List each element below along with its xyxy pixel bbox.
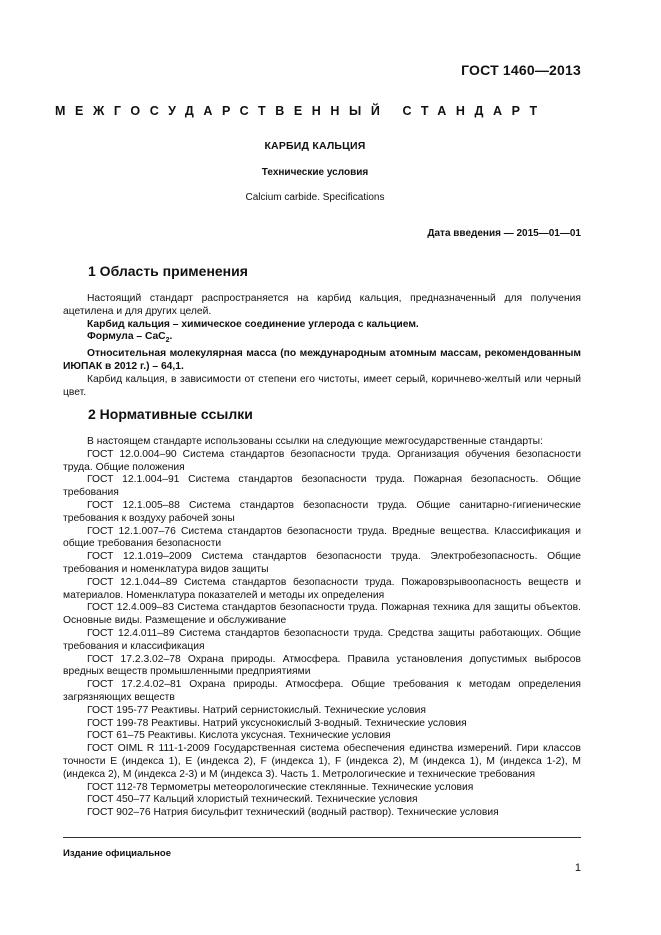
- document-title: КАРБИД КАЛЬЦИЯ: [264, 140, 366, 152]
- reference-item: ГОСТ 12.1.019–2009 Система стандартов безопасности труда. Электробезопасность. Общие требования и номенклатура видов защиты: [63, 551, 581, 575]
- introduction-date: Дата введения — 2015—01—01: [427, 228, 581, 239]
- scope-paragraph: Настоящий стандарт распространяется на карбид кальция, предназначенный для получения ацетилена и для других целей.: [63, 293, 581, 317]
- document-english-title: Calcium carbide. Specifications: [245, 192, 385, 203]
- reference-item: ГОСТ OIML R 111-1-2009 Государственная система обеспечения единства измерений. Гири классов точности E (индекса 1), E (индекса 2), F (индекса 1), F (индекса 2), M (индекса 1), M (индекса 1-2), M (индекса 2), M (индекса 2-3) и M (индекса 3). Часть 1. Метрологические и технические требования: [63, 743, 581, 780]
- reference-item: ГОСТ 17.2.3.02–78 Охрана природы. Атмосфера. Правила установления допустимых выбросов вредных веществ промышленными предприятиями: [63, 653, 581, 678]
- section-2-heading: 2 Нормативные ссылки: [88, 406, 253, 422]
- formula-paragraph: [63, 331, 581, 348]
- formula-subscript: 2: [165, 337, 170, 345]
- references-list: [63, 436, 581, 820]
- reference-item: ГОСТ 195-77 Реактивы. Натрий сернистокислый. Технические условия: [87, 704, 426, 716]
- reference-item: ГОСТ 12.4.011–89 Система стандартов безопасности труда. Средства защиты работающих. Общие требования и классификация: [63, 627, 581, 652]
- section-1-body: [63, 293, 581, 399]
- section-1-heading: 1 Область применения: [88, 263, 248, 279]
- official-edition-label: Издание официальное: [63, 848, 171, 859]
- definition-paragraph: Карбид кальция – химическое соединение углерода с кальцием.: [87, 318, 419, 330]
- reference-item: ГОСТ 112-78 Термометры метеорологические стеклянные. Технические условия: [87, 781, 474, 793]
- footer-divider: [63, 837, 581, 838]
- reference-item: ГОСТ 199-78 Реактивы. Натрий уксуснокислый 3-водный. Технические условия: [87, 717, 467, 729]
- molecular-mass-paragraph: Относительная молекулярная масса (по международным атомным массам, рекомендованным ИЮПАК в 2012 г.) – 64,1.: [63, 348, 581, 373]
- reference-item: ГОСТ 450–77 Кальций хлористый технический. Технические условия: [87, 794, 418, 806]
- reference-item: ГОСТ 12.1.005–88 Система стандартов безопасности труда. Общие санитарно-гигиенические требования к воздуху рабочей зоны: [63, 499, 581, 524]
- standard-banner: МЕЖГОСУДАРСТВЕННЫЙ СТАНДАРТ: [55, 104, 547, 118]
- page-number: 1: [574, 862, 581, 874]
- reference-item: ГОСТ 902–76 Натрия бисульфит технический (водный раствор). Технические условия: [87, 807, 499, 819]
- color-paragraph: Карбид кальция, в зависимости от степени его чистоты, имеет серый, коричнево-желтый или черный цвет.: [63, 373, 581, 398]
- reference-item: ГОСТ 12.1.007–76 Система стандартов безопасности труда. Вредные вещества. Классификация и общие требования безопасности: [63, 525, 581, 550]
- formula-suffix: .: [169, 331, 173, 343]
- reference-item: ГОСТ 12.1.004–91 Система стандартов безопасности труда. Пожарная безопасность. Общие требования: [63, 474, 581, 499]
- reference-item: ГОСТ 17.2.4.02–81 Охрана природы. Атмосфера. Общие требования к методам определения загрязняющих веществ: [63, 679, 581, 703]
- reference-item: ГОСТ 61–75 Реактивы. Кислота уксусная. Технические условия: [87, 730, 391, 742]
- reference-intro: В настоящем стандарте использованы ссылки на следующие межгосударственные стандарты:: [87, 436, 543, 447]
- reference-item: ГОСТ 12.1.044–89 Система стандартов безопасности труда. Пожаровзрывоопасность веществ и материалов. Номенклатура показателей и методы их определения: [63, 576, 581, 601]
- formula-text: Формула – CaC: [87, 331, 166, 343]
- reference-item: ГОСТ 12.0.004–90 Система стандартов безопасности труда. Организация обучения безопасности труда. Общие положения: [63, 448, 581, 473]
- gost-number: ГОСТ 1460—2013: [461, 62, 581, 78]
- title-block: [55, 140, 575, 203]
- reference-item: ГОСТ 12.4.009–83 Система стандартов безопасности труда. Пожарная техника для защиты объектов. Основные виды. Размещение и обслуживание: [63, 602, 581, 627]
- document-subtitle: Технические условия: [261, 167, 369, 178]
